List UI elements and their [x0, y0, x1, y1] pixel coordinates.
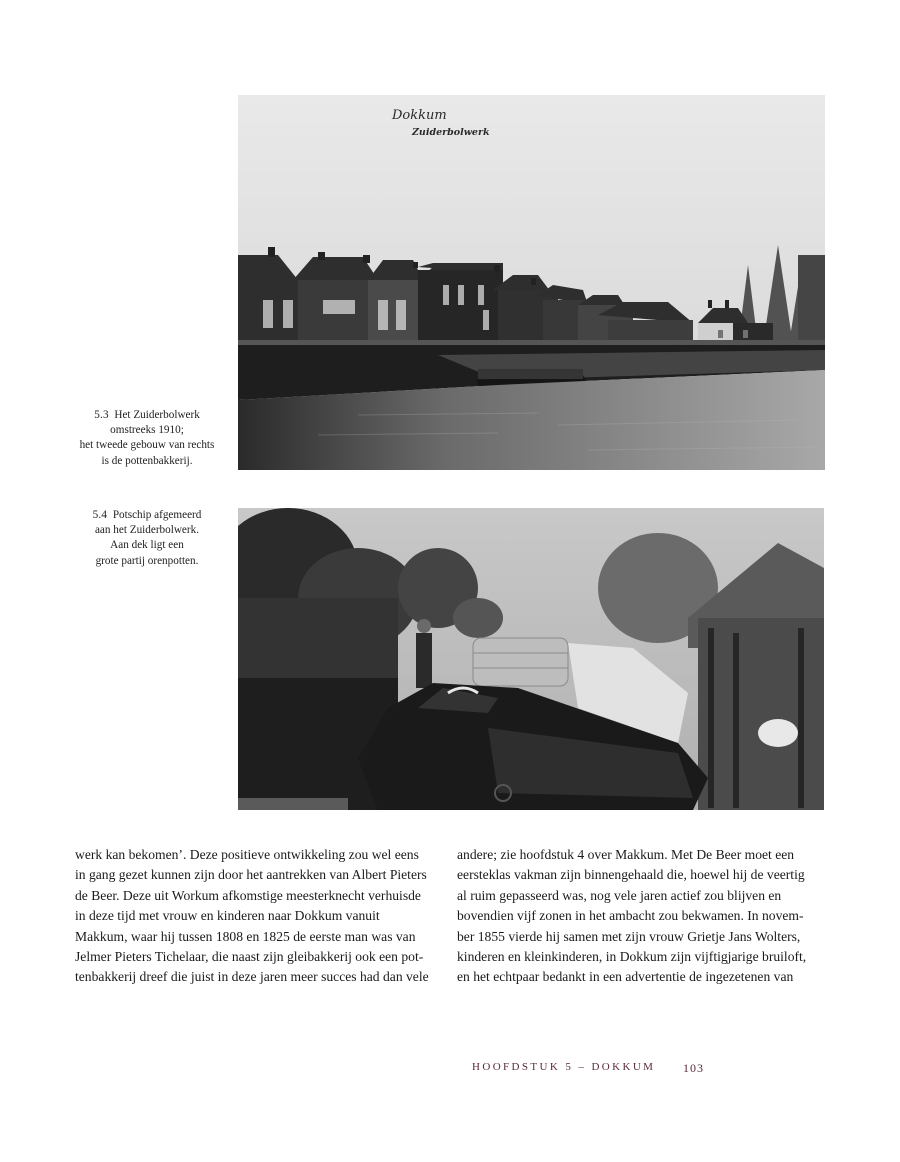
page-number: 103	[683, 1061, 704, 1075]
text-line: kinderen en kleinkinderen, in Dokkum zijn vijftigjarige bruiloft,	[457, 949, 807, 965]
caption-line: omstreeks 1910;	[110, 424, 184, 437]
caption-line: Aan dek ligt een	[110, 539, 184, 552]
text-line: ber 1855 vierde hij samen met zijn vrouw Grietje Jans Wolters,	[457, 928, 801, 944]
caption-line: is de pottenbakkerij.	[101, 454, 193, 467]
body-text-left-column	[75, 845, 440, 988]
photo-zuiderbolwerk-image	[238, 95, 825, 470]
text-line: bovendien vijf zonen in het ambacht zou bekwamen. In novem-	[457, 908, 804, 924]
text-line: Jelmer Pieters Tichelaar, die naast zijn gleibakkerij ook een pot-	[75, 949, 424, 965]
text-line: in gang gezet kunnen zijn door het aantrekken van Albert Pieters	[75, 867, 427, 883]
figure-number: 5.3	[94, 409, 109, 421]
body-text-right-column	[457, 845, 837, 988]
text-line: Makkum, waar hij tussen 1808 en 1825 de eerste man was van	[75, 928, 416, 944]
text-line: tenbakkerij dreef die juist in deze jaren meer succes had dan vele	[75, 969, 429, 985]
text-line: eersteklas vakman zijn binnengehaald die, hoewel hij de veertig	[457, 867, 805, 883]
caption-text: Het Zuiderbolwerk	[114, 409, 200, 421]
caption-line: grote partij orenpotten.	[95, 554, 199, 567]
text-line: werk kan bekomen’. Deze positieve ontwikkeling zou wel eens	[75, 847, 419, 862]
photo-zuiderbolwerk	[238, 95, 825, 470]
text-line: de Beer. Deze uit Workum afkomstige meesterknecht verhuisde	[75, 887, 421, 903]
text-line: al ruim gepasseerd was, nog vele jaren actief zou blijven en	[457, 887, 782, 903]
caption-line: aan het Zuiderbolwerk.	[94, 524, 200, 537]
text-line: en het echtpaar bedankt in een advertentie de ingezetenen van	[457, 969, 794, 985]
figure-number: 5.4	[92, 509, 108, 521]
caption-line	[62, 408, 232, 423]
photo-potschip	[238, 508, 824, 810]
postcard-title-place: Zuiderbolwerk	[412, 127, 490, 138]
text-line: andere; zie hoofdstuk 4 over Makkum. Met De Beer moet een	[457, 847, 795, 862]
caption-line: het tweede gebouw van rechts	[79, 439, 215, 452]
figure-caption-5-3	[62, 408, 232, 469]
photo-potschip-image	[238, 508, 824, 810]
caption-text: Potschip afgemeerd	[112, 509, 202, 521]
text-line: in deze tijd met vrouw en kinderen naar Dokkum vanuit	[75, 908, 380, 924]
postcard-title-town: Dokkum	[392, 108, 447, 123]
caption-line	[62, 508, 232, 523]
running-head: HOOFDSTUK 5 – DOKKUM	[472, 1061, 656, 1073]
figure-caption-5-4	[62, 508, 232, 569]
